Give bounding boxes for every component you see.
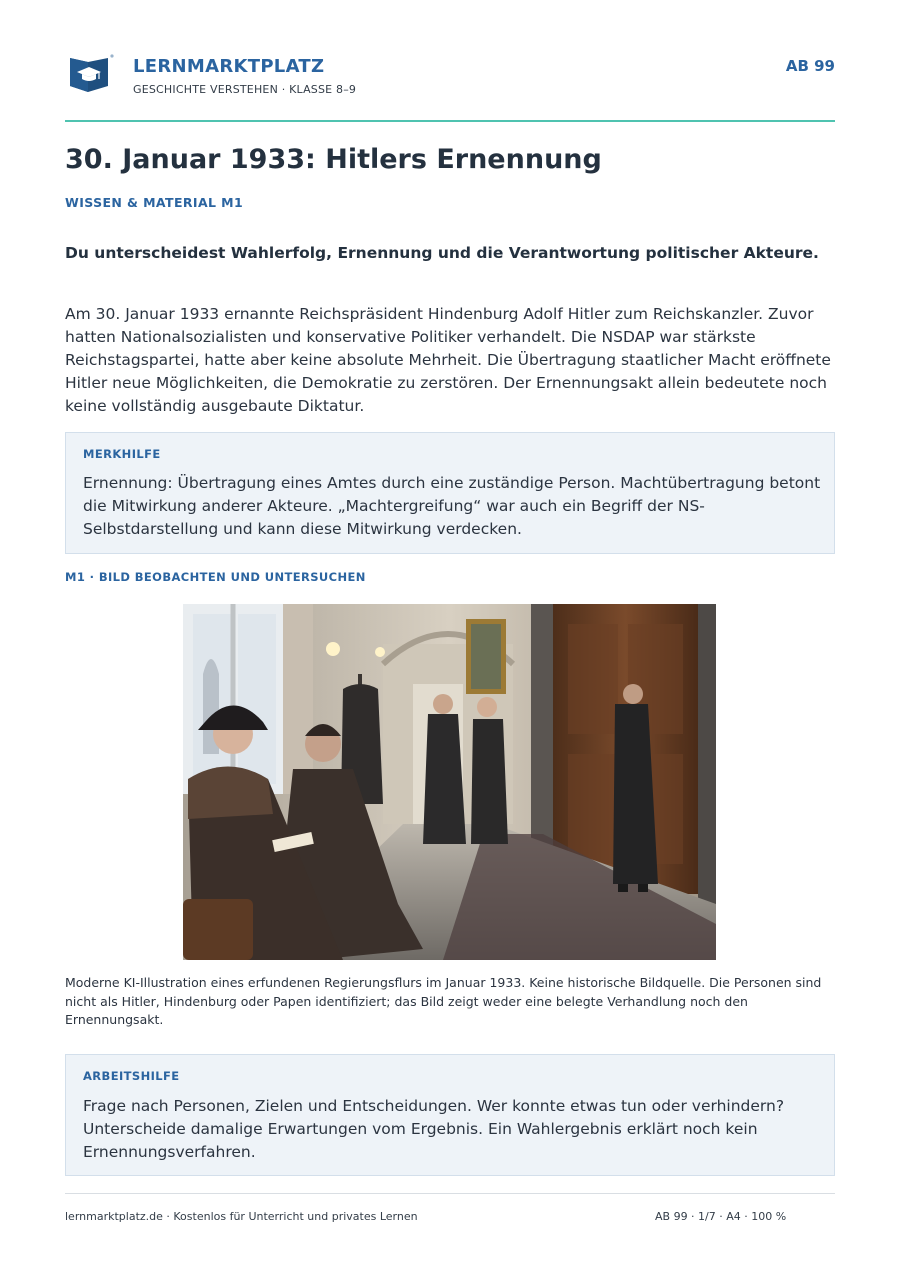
learning-goal: Du unterscheidest Wahlerfolg, Ernennung und die Verantwortung politischer Akteure. [65, 244, 819, 262]
section-kicker: WISSEN & MATERIAL M1 [65, 195, 244, 210]
footer-page-info: AB 99 · 1/7 · A4 · 100 % [655, 1210, 787, 1223]
material-label: M1 · BILD BEOBACHTEN UND UNTERSUCHEN [65, 570, 366, 584]
merkhilfe-title: MERKHILFE [83, 447, 161, 461]
body-paragraph: Am 30. Januar 1933 ernannte Reichspräsident Hindenburg Adolf Hitler zum Reichskanzler. Zuvor hatten Nationalsozialisten und konservative Politiker verhandelt. Die NSDAP war stärkste Reichstagspartei, hatte aber keine absolute Mehrheit. Die Übertragung staatlicher Macht eröffnete Hitler neue Möglichkeiten, die Demokratie zu zerstören. Der Ernennungsakt allein bedeutete noch keine vollständig ausgebaute Diktatur. [65, 305, 831, 415]
page-header [65, 52, 835, 102]
brand-name: LERNMARKTPLATZ [133, 56, 325, 77]
header-divider [65, 120, 835, 122]
footer-site-info: lernmarktplatz.de · Kostenlos für Unterricht und privates Lernen [65, 1210, 418, 1223]
arbeitshilfe-text: Frage nach Personen, Zielen und Entscheidungen. Wer konnte etwas tun oder verhindern? Unterscheide damalige Erwartungen vom Ergebnis. Ein Wahlergebnis erklärt noch kein Ernennungsverfahren. [83, 1097, 785, 1161]
figure-caption: Moderne KI-Illustration eines erfundenen Regierungsflurs im Januar 1933. Keine historische Bildquelle. Die Personen sind nicht als Hitler, Hindenburg oder Papen identifiziert; das Bild zeigt weder eine belegte Verhandlung noch den Ernennungsakt. [65, 975, 822, 1027]
sheet-number: AB 99 [785, 57, 835, 75]
footer-divider [65, 1193, 835, 1194]
graduation-cap-book-icon [68, 54, 114, 92]
arbeitshilfe-box [65, 1054, 835, 1176]
merkhilfe-box [65, 432, 835, 554]
brand-subtitle: GESCHICHTE VERSTEHEN · KLASSE 8–9 [133, 83, 357, 96]
page-title: 30. Januar 1933: Hitlers Ernennung [65, 144, 602, 175]
arbeitshilfe-title: ARBEITSHILFE [83, 1069, 180, 1083]
corridor-illustration [183, 604, 716, 960]
merkhilfe-text: Ernennung: Übertragung eines Amtes durch eine zuständige Person. Machtübertragung betont die Mitwirkung anderer Akteure. „Machtergreifung“ war auch ein Begriff der NS-Selbstdarstellung und kann diese Mitwirkung verdecken. [83, 474, 821, 538]
